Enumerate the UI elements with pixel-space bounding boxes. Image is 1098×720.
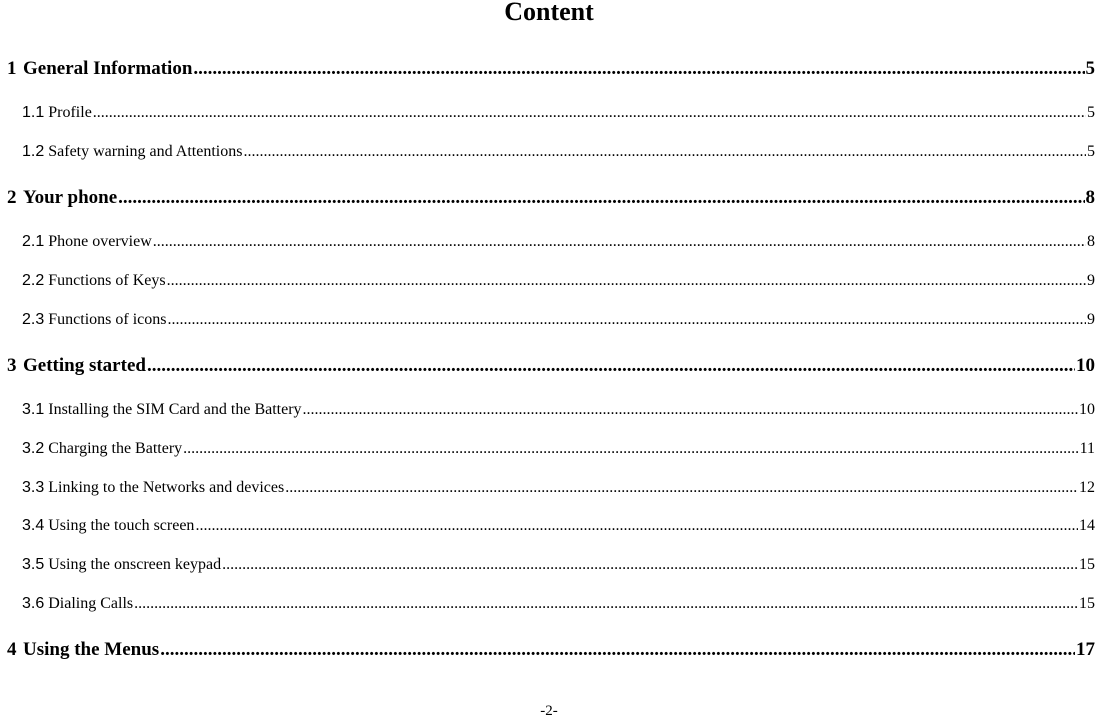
toc-entry-title: Dialing Calls [48, 595, 134, 612]
toc-entry-number: 1 [7, 58, 17, 79]
toc-entry-title: Using the touch screen [48, 517, 195, 534]
toc-entry-number: 3.5 [22, 556, 45, 573]
toc-dot-leader [303, 401, 1078, 419]
toc-entry-page: 11 [1079, 440, 1095, 457]
toc-entry-page: 10 [1079, 401, 1095, 418]
toc-entry-4[interactable] [7, 639, 1095, 661]
toc-dot-leader [285, 479, 1078, 497]
toc-entry-number: 4 [7, 639, 17, 660]
toc-entry-page: 10 [1076, 355, 1095, 376]
toc-dot-leader [167, 272, 1086, 290]
toc-entry-number: 2 [7, 187, 17, 208]
toc-dot-leader [195, 517, 1078, 535]
toc-entry-number: 3.1 [22, 401, 45, 418]
toc-entry-page: 9 [1087, 311, 1095, 328]
toc-entry-1-2[interactable] [22, 143, 1095, 161]
toc-entry-title: Linking to the Networks and devices [48, 479, 285, 496]
toc-dot-leader [147, 355, 1075, 377]
toc-dot-leader [93, 104, 1086, 122]
toc-entry-page: 9 [1087, 272, 1095, 289]
toc-entry-number: 1.1 [22, 104, 45, 121]
toc-entry-page: 5 [1087, 104, 1095, 121]
toc-entry-number: 2.1 [22, 233, 45, 250]
toc-dot-leader [118, 187, 1084, 209]
toc-dot-leader [153, 233, 1086, 251]
toc-entry-1-1[interactable] [22, 104, 1095, 122]
toc-dot-leader [222, 556, 1078, 574]
toc-entry-3-6[interactable] [22, 595, 1095, 613]
toc-entry-title: Installing the SIM Card and the Battery [48, 401, 302, 418]
toc-entry-title: Getting started [23, 355, 146, 376]
toc-entry-number: 2.3 [22, 311, 45, 328]
toc-entry-3-1[interactable] [22, 401, 1095, 419]
toc-entry-page: 8 [1087, 233, 1095, 250]
toc-entry-2-1[interactable] [22, 233, 1095, 251]
toc-entry-title: Using the onscreen keypad [48, 556, 222, 573]
toc-dot-leader [160, 639, 1075, 661]
toc-dot-leader [167, 311, 1086, 329]
toc-entry-title: Functions of icons [48, 311, 167, 328]
toc-entry-page: 14 [1079, 517, 1095, 534]
toc-entry-page: 15 [1079, 595, 1095, 612]
toc-entry-page: 15 [1079, 556, 1095, 573]
page-number: -2- [540, 703, 558, 719]
toc-entry-title: Charging the Battery [48, 440, 183, 457]
toc-entry-number: 3.2 [22, 440, 45, 457]
toc-entry-page: 5 [1087, 143, 1095, 160]
toc-entry-number: 3.4 [22, 517, 45, 534]
toc-entry-title: Profile [48, 104, 92, 121]
toc-entry-3-4[interactable] [22, 517, 1095, 535]
toc-entry-page: 5 [1085, 58, 1095, 79]
toc-entry-page: 12 [1079, 479, 1095, 496]
toc-entry-number: 2.2 [22, 272, 45, 289]
toc-entry-2[interactable] [7, 187, 1095, 209]
toc-entry-2-3[interactable] [22, 311, 1095, 329]
toc-entry-3-2[interactable] [22, 440, 1095, 458]
toc-entry-3-3[interactable] [22, 479, 1095, 497]
toc-entry-title: Your phone [23, 187, 118, 208]
toc-entry-3-5[interactable] [22, 556, 1095, 574]
toc-entry-3[interactable] [7, 355, 1095, 377]
toc-entry-number: 3.3 [22, 479, 45, 496]
toc-entry-title: Safety warning and Attentions [48, 143, 243, 160]
toc-entry-number: 3 [7, 355, 17, 376]
toc-dot-leader [243, 143, 1086, 161]
toc-entry-title: Functions of Keys [48, 272, 166, 289]
toc-dot-leader [183, 440, 1078, 458]
page-title: Content [504, 0, 594, 26]
toc-entry-1[interactable] [7, 58, 1095, 80]
toc-dot-leader [134, 595, 1078, 613]
toc-dot-leader [193, 58, 1084, 80]
toc-entry-title: Phone overview [48, 233, 152, 250]
toc-entry-page: 8 [1085, 187, 1095, 208]
toc-entry-number: 3.6 [22, 595, 45, 612]
toc-entry-title: General Information [23, 58, 193, 79]
toc-entry-2-2[interactable] [22, 272, 1095, 290]
toc-entry-page: 17 [1076, 639, 1095, 660]
toc-entry-number: 1.2 [22, 143, 45, 160]
toc-entry-title: Using the Menus [23, 639, 160, 660]
